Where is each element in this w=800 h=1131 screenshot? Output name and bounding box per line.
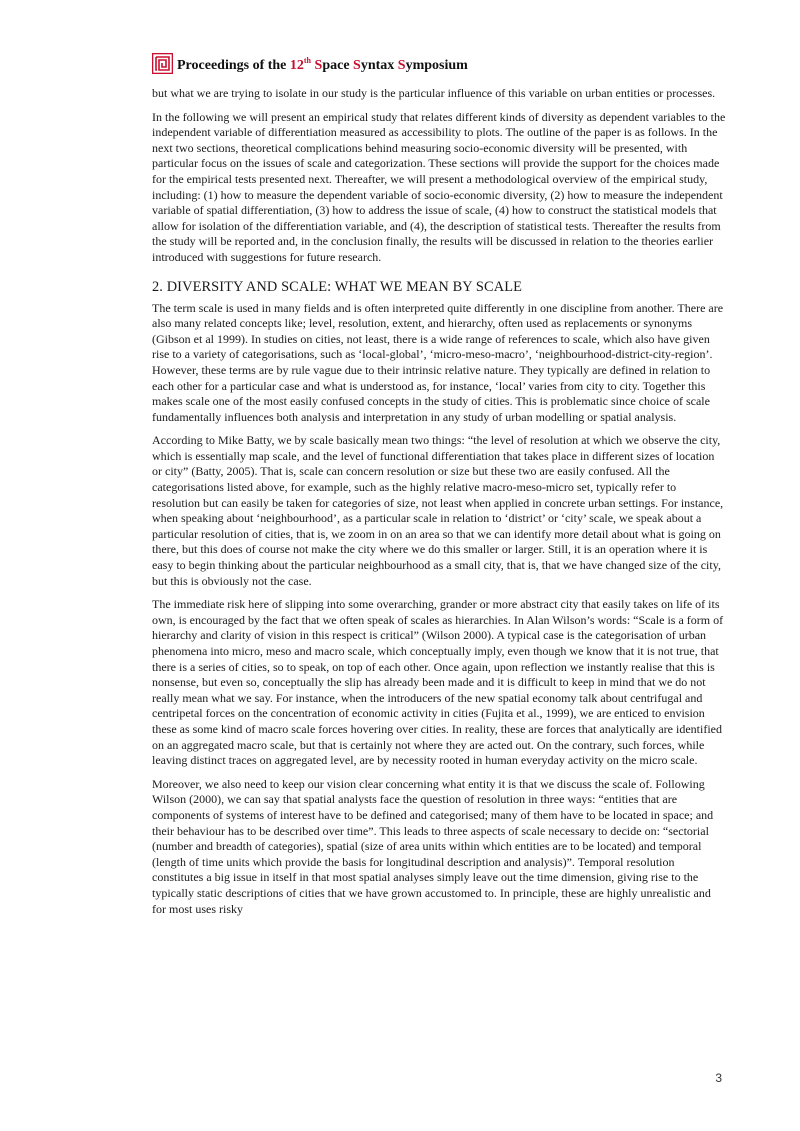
paragraph-outline: In the following we will present an empirical study that relates different kinds of diversity as dependent variables to the independent variable of differentiation measured as accessibility to plots. The outline of the paper is as follows. In the next two sections, theoretical complications behind measuring socio-economic diversity will be presented, with particular focus on the issues of scale and categorization. These sections will provide the support for the choices made for the empirical tests presented next. Thereafter, we will present a methodological overview of the empirical study, including: (1) how to measure the dependent variable of socio-economic diversity, (2) how to measure the independent variable of spatial differentiation, (3) how to address the issue of scale, (4) how to construct the statistical models that allow for isolation of the differentiation variable, and (4), the description of statistical tests. Thereafter the results from the study will be reported and, in the conclusion finally, the results will be discussed in relation to the theories earlier introduced with suggestions for future research. [152,109,726,264]
paragraph-scale-term: The term scale is used in many fields and is often interpreted quite differently in one discipline from another. There are also many related concepts like; level, resolution, extent, and hierarchy, often used as replacements or synonyms (Gibson et al 1999). In studies on cities, not least, there is a wide range of references to scale, which also have given rise to a variety of categorisations, such as ‘local-global’, ‘micro-meso-macro’, ‘neighbourhood-district-city-region’. However, these terms are by rule vague due to their intrinsic relative nature. They typically are defined in relation to each other for a particular case and what is understood as, for instance, ‘local’ varies from city to city. Together this makes scale one of the most easily confused concepts in the study of cities. This is problematic since choice of scale fundamentally influences both analysis and interpretation in any study of urban modelling or spatial analysis. [152,300,724,424]
proceedings-title: Proceedings of the 12th Space Syntax Symposium [177,56,468,73]
paragraph-batty: According to Mike Batty, we by scale basically mean two things: “the level of resolution at which we observe the city, which is essentially map scale, and the level of functional differentiation that takes place in different sizes of location or city” (Batty, 2005). That is, scale can concern resolution or size but these two are easily confused. All the categorisations listed above, for example, such as the highly relative macro-meso-micro set, typically refer to resolution but can easily be taken for categories of size, not least when applied in concrete urban settings. For instance, when speaking about ‘neighbourhood’, as a particular scale in relation to ‘district’ or ‘city’ scale, we speak about a particular resolution of cities, that is, we zoom in on an area so that we can identify more detail about what is going on there, but this does of course not make the city where we do this smaller or larger. Still, it is an operation where it is easy to begin thinking about the particular neighbourhood as a small city, that is, that we have changed size of the city, but this is obviously not the case. [152,433,724,588]
paper-body [152,86,726,925]
paragraph-continuation: but what we are trying to isolate in our study is the particular influence of this variable on urban entities or processes. [152,86,716,100]
proceedings-header [152,48,468,74]
page-number: 3 [715,1071,722,1085]
maze-seal-icon [152,53,173,74]
section-heading: 2. DIVERSITY AND SCALE: WHAT WE MEAN BY SCALE [152,278,522,295]
paragraph-hierarchy-risk: The immediate risk here of slipping into some overarching, grander or more abstract city that easily takes on life of its own, is encouraged by the fact that we often speak of scales as hierarchies. In Alan Wilson’s words: “Scale is a form of hierarchy and clarity of vision in this respect is critical” (Wilson 2000). A typical case is the categorisation of urban phenomena into micro, meso and macro scale, which conceptually imply, even though we know that it is not true, that there is a series of cities, so to speak, on top of each other. Once again, upon reflection we instantly realise that this is nonsense, but even so, conceptually the slip has already been made and it is difficult to keep in mind that we do not really mean what we say. For instance, when the introducers of the new spatial economy talk about centrifugal and centripetal forces on the concentration of economic activity in cities (Fujita et al., 1999), we are enticed to envision these as some kind of macro scale forces hovering over cities. In reality, these are forces that analytically are identified on an aggregated macro scale, but that is certainly not where they are acted out. On the contrary, such forces, while leaving distinct traces on aggregated level, are by necessity rooted in human everyday activity on the micro scale. [152,597,724,768]
paragraph-resolution: Moreover, we also need to keep our vision clear concerning what entity it is that we discuss the scale of. Following Wilson (2000), we can say that spatial analysts face the question of resolution in three ways: “entities that are components of systems of interest have to be defined and categorised; many of them have to be located in space; and their behaviour has to be described over time”. This leads to three aspects of scale necessary to decide on: “sectorial (number and breadth of categories), spatial (size of area units within which entities are to be located) and temporal (length of time units which provide the basis for longitudinal description and analysis)”. Temporal resolution constitutes a big issue in itself in that most spatial analyses simply leave out the time dimension, giving rise to the typically static descriptions of cities that we have grown accustomed to. In principle, these are highly unrealistic and for most uses risky [152,776,714,916]
